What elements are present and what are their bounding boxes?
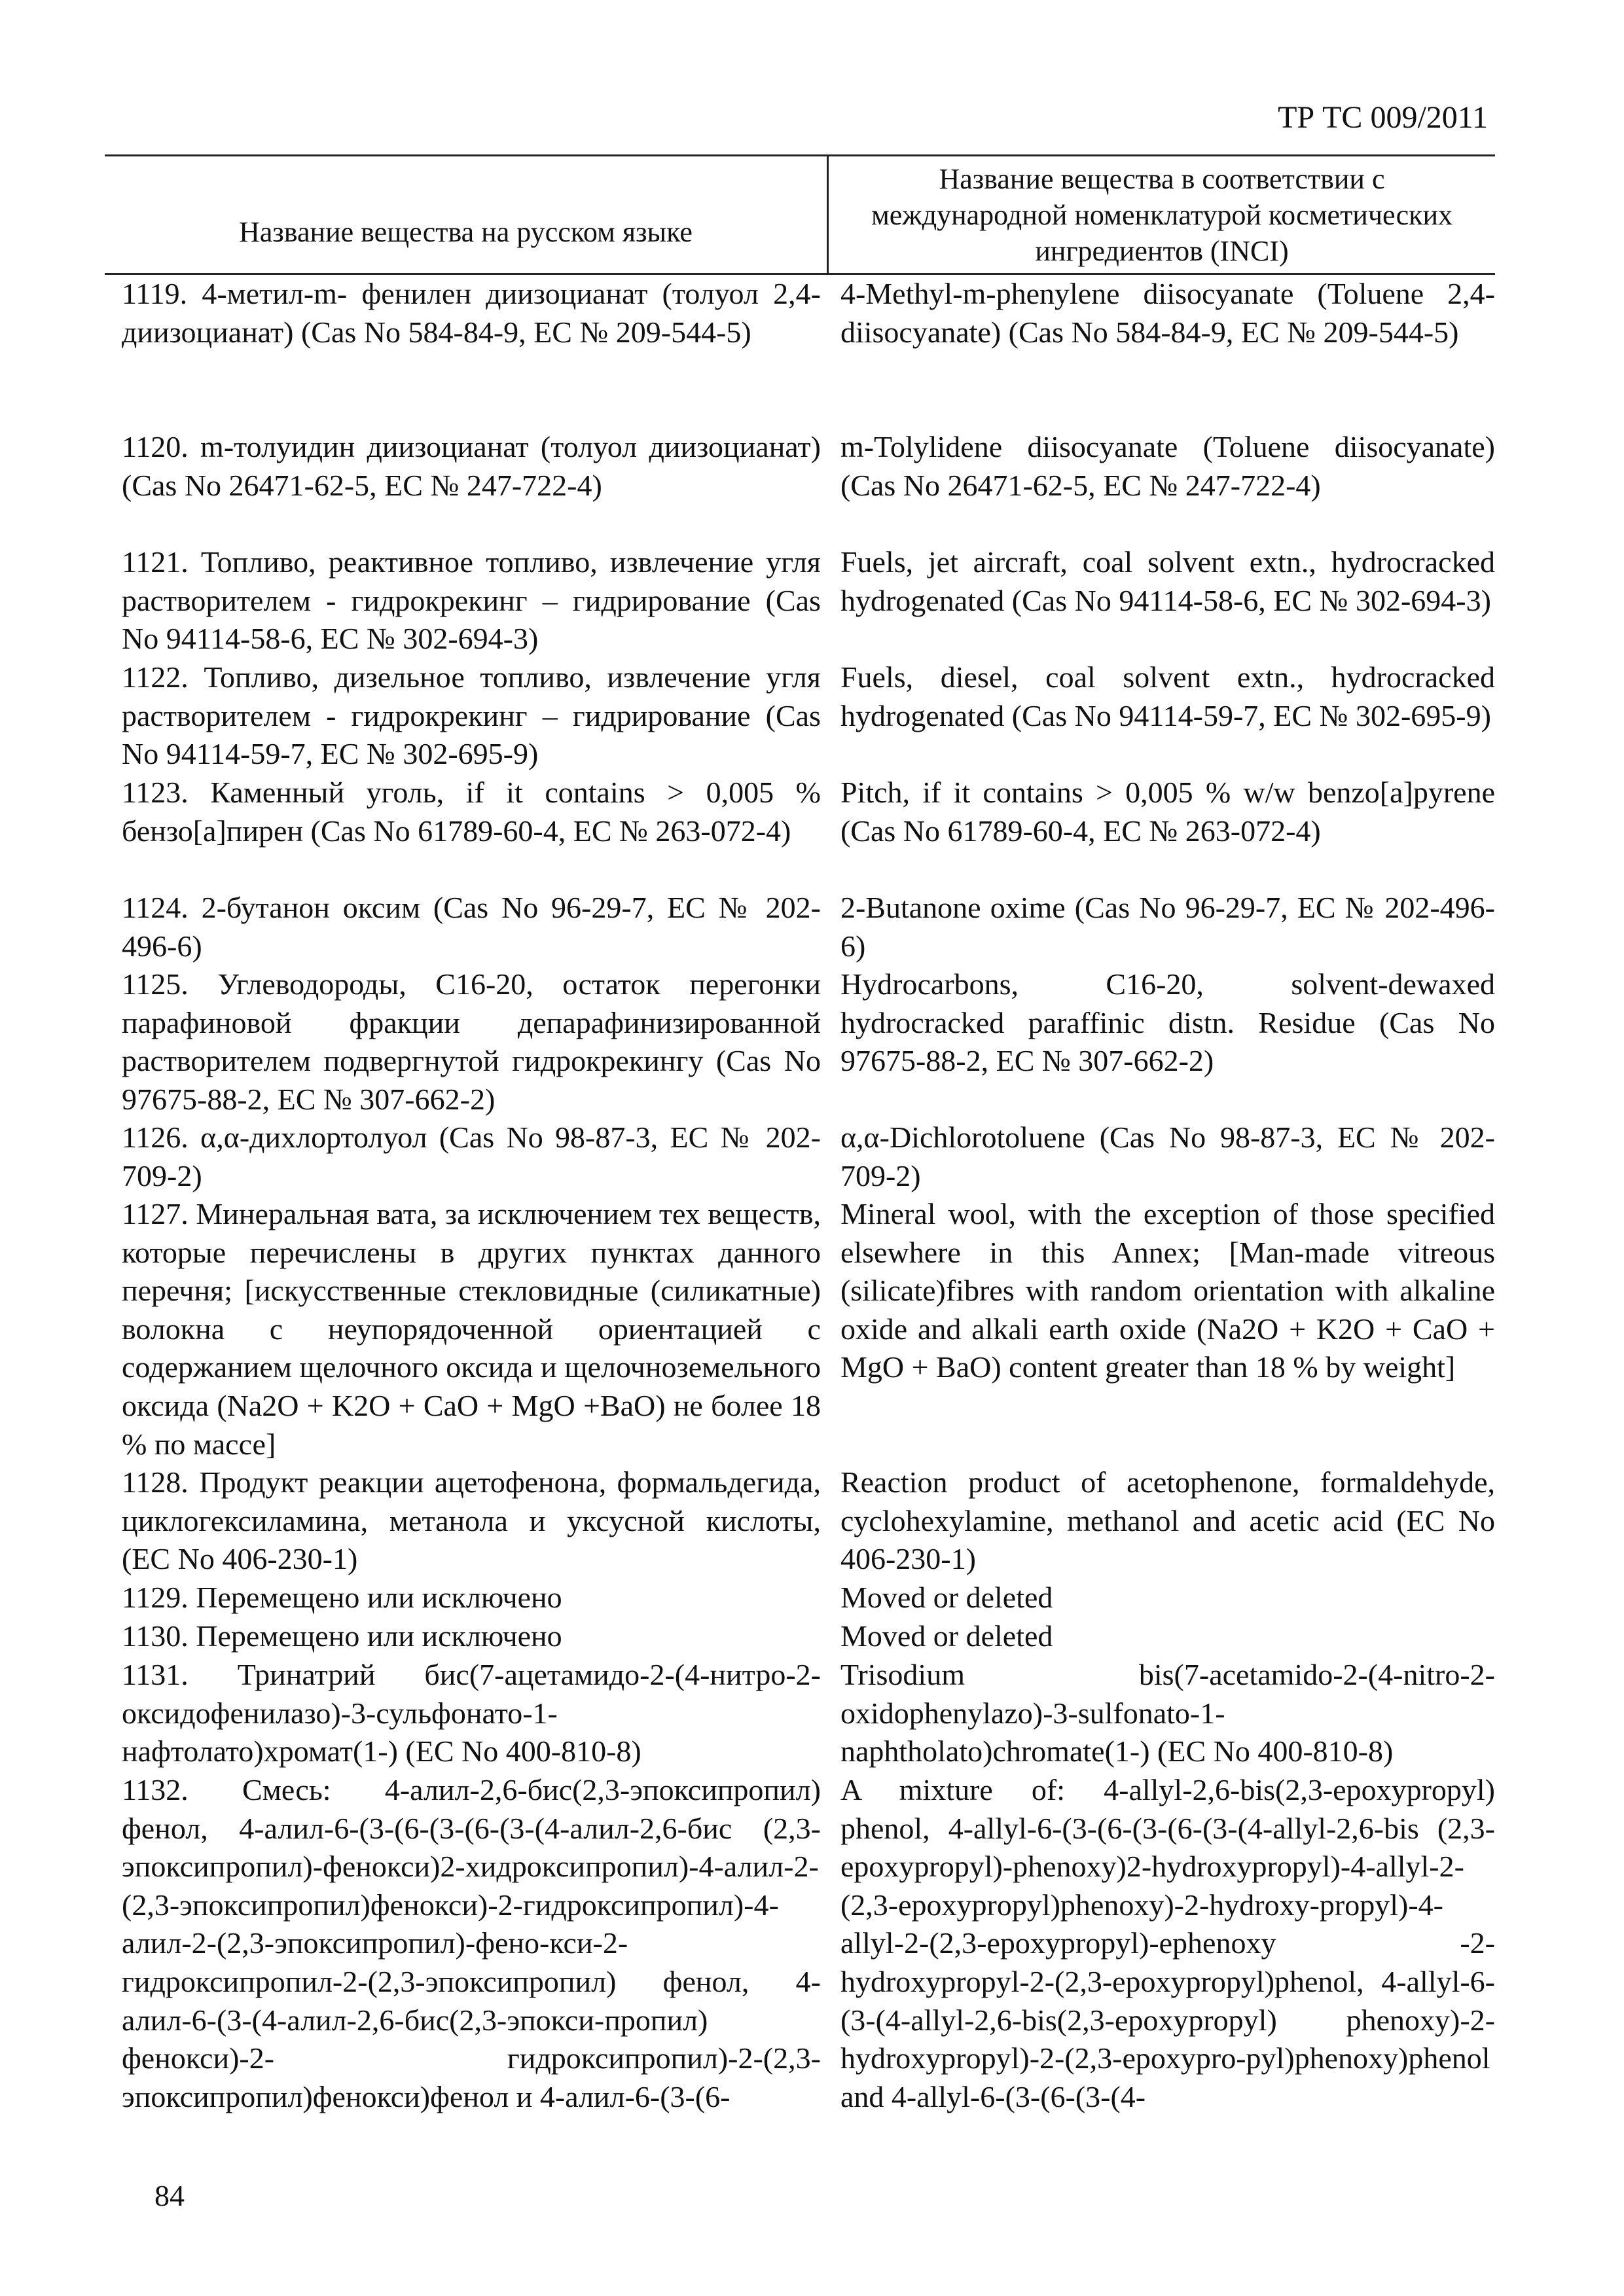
header-russian-name: Название вещества на русском языке: [239, 215, 693, 248]
table-row: [105, 543, 1495, 658]
document-code: ТР ТС 009/2011: [1278, 100, 1488, 135]
russian-name-cell: 1126. α,α-дихлортолуол (Cas No 98-87-3, EC № 202-709-2): [122, 1121, 821, 1193]
inci-name-cell: Fuels, jet aircraft, coal solvent extn., hydrocracked hydrogenated (Cas No 94114-58-6, EC № 302-694-3): [840, 545, 1495, 617]
table-row: [105, 428, 1495, 543]
russian-name-cell: 1123. Каменный уголь, if it contains > 0,005 % бензо[a]пирен (Cas No 61789-60-4, EC № 263-072-4): [122, 776, 821, 848]
table-row: [105, 1617, 1495, 1656]
inci-name-cell: 2-Butanone oxime (Cas No 96-29-7, EC № 202-496-6): [840, 891, 1495, 963]
page-number: 84: [154, 2179, 185, 2212]
russian-name-cell: 1120. m-толуидин диизоцианат (толуол диизоцианат) (Cas No 26471-62-5, EC № 247-722-4): [122, 430, 821, 502]
table-row: [105, 889, 1495, 965]
substances-table: [105, 154, 1495, 2155]
russian-name-cell: 1122. Топливо, дизельное топливо, извлечение угля растворителем - гидрокрекинг – гидрирование (Cas No 94114-59-7, EC № 302-695-9): [122, 660, 821, 771]
inci-name-cell: 4-Methyl-m-phenylene diisocyanate (Toluene 2,4-diisocyanate) (Cas No 584-84-9, EC № 209-544-5): [840, 277, 1495, 349]
russian-name-cell: 1130. Перемещено или исключено: [122, 1619, 562, 1653]
table-row: [105, 1771, 1495, 2155]
table-row: [105, 965, 1495, 1119]
inci-name-cell: Trisodium bis(7-acetamido-2-(4-nitro-2-oxidophenylazo)-3-sulfonato-1-naphtholato)chromate(1-) (EC No 400-810-8): [840, 1658, 1495, 1768]
russian-name-cell: 1127. Минеральная вата, за исключением тех веществ, которые перечислены в других пунктах данного перечня; [искусственные стекловидные (силикатные) волокна с неупорядоченной ориентацией с содержанием щелочного оксида и щелочноземельного оксида (Na2O + K2O + CaO + MgO +BaO) не более 18 % по массе]: [122, 1197, 821, 1461]
table-row: [105, 1463, 1495, 1579]
russian-name-cell: 1124. 2-бутанон оксим (Cas No 96-29-7, EC № 202-496-6): [122, 891, 821, 963]
russian-name-cell: 1119. 4-метил-m- фенилен диизоцианат (толуол 2,4-диизоцианат) (Cas No 584-84-9, EC № 209-544-5): [122, 277, 821, 349]
table-row: [105, 275, 1495, 428]
inci-name-cell: Moved or deleted: [840, 1619, 1053, 1653]
russian-name-cell: 1121. Топливо, реактивное топливо, извлечение угля растворителем - гидрокрекинг – гидрирование (Cas No 94114-58-6, EC № 302-694-3): [122, 545, 821, 656]
table-row: [105, 1119, 1495, 1195]
table-row: [105, 1195, 1495, 1463]
table-row: [105, 774, 1495, 889]
russian-name-cell: 1131. Тринатрий бис(7-ацетамидо-2-(4-нитро-2-оксидофенилазо)-3-сульфонато-1-нафтолато)хромат(1-) (EC No 400-810-8): [122, 1658, 821, 1768]
inci-name-cell: Pitch, if it contains > 0,005 % w/w benzo[a]pyrene (Cas No 61789-60-4, EC № 263-072-4): [840, 776, 1495, 848]
russian-name-cell: 1125. Углеводороды, C16-20, остаток перегонки парафиновой фракции депарафинизированной растворителем подвергнутой гидрокрекингу (Cas No 97675-88-2, EC № 307-662-2): [122, 967, 821, 1116]
table-row: [105, 1656, 1495, 1771]
inci-name-cell: α,α-Dichlorotoluene (Cas No 98-87-3, EC № 202-709-2): [840, 1121, 1495, 1193]
header-inci-name: Название вещества в соответствии с международной номенклатурой косметических ингредиентов (INCI): [827, 156, 1495, 273]
russian-name-cell: 1132. Смесь: 4-алил-2,6-бис(2,3-эпоксипропил) фенол, 4-алил-6-(3-(6-(3-(6-(3-(4-алил-2,6-бис (2,3-эпоксипропил)-фенокси)2-хидроксипропил)-4-алил-2-(2,3-эпоксипропил)фенокси)-2-гидроксипропил)-4-алил-2-(2,3-эпоксипропил)-фено-кси-2-гидроксипропил-2-(2,3-эпоксипропил) фенол, 4-алил-6-(3-(4-алил-2,6-бис(2,3-эпокси-пропил) фенокси)-2- гидроксипропил)-2-(2,3-эпоксипропил)фенокси)фенол и 4-алил-6-(3-(6-: [122, 1773, 821, 2113]
russian-name-cell: 1128. Продукт реакции ацетофенона, формальдегида, циклогексиламина, метанола и уксусной кислоты, (EC No 406-230-1): [122, 1465, 821, 1576]
inci-name-cell: Fuels, diesel, coal solvent extn., hydrocracked hydrogenated (Cas No 94114-59-7, EC № 302-695-9): [840, 660, 1495, 732]
inci-name-cell: Moved or deleted: [840, 1581, 1053, 1614]
inci-name-cell: Mineral wool, with the exception of those specified elsewhere in this Annex; [Man-made vitreous (silicate)fibres with random orientation with alkaline oxide and alkali earth oxide (Na2O + K2O + CaO + MgO + BaO) content greater than 18 % by weight]: [840, 1197, 1495, 1384]
table-row: [105, 1579, 1495, 1617]
inci-name-cell: A mixture of: 4-allyl-2,6-bis(2,3-epoxypropyl) phenol, 4-allyl-6-(3-(6-(3-(6-(3-(4-allyl-2,6-bis (2,3-epoxypropyl)-phenoxy)2-hydroxypropyl)-4-allyl-2-(2,3-epoxypropyl)phenoxy)-2-hydroxy-propyl)-4-allyl-2-(2,3-epoxypropyl)-ephenoxy -2-hydroxypropyl-2-(2,3-epoxypropyl)phenol, 4-allyl-6-(3-(4-allyl-2,6-bis(2,3-epoxypropyl) phenoxy)-2- hydroxypropyl)-2-(2,3-epoxypro-pyl)phenoxy)phenol and 4-allyl-6-(3-(6-(3-(4-: [840, 1773, 1495, 2113]
russian-name-cell: 1129. Перемещено или исключено: [122, 1581, 562, 1614]
inci-name-cell: Reaction product of acetophenone, formaldehyde, cyclohexylamine, methanol and acetic acid (EC No 406-230-1): [840, 1465, 1495, 1576]
table-body: [105, 275, 1495, 2155]
inci-name-cell: m-Tolylidene diisocyanate (Toluene diisocyanate) (Cas No 26471-62-5, EC № 247-722-4): [840, 430, 1495, 502]
table-row: [105, 658, 1495, 774]
table-header: [105, 154, 1495, 275]
inci-name-cell: Hydrocarbons, C16-20, solvent-dewaxed hydrocracked paraffinic distn. Residue (Cas No 97675-88-2, EC № 307-662-2): [840, 967, 1495, 1078]
